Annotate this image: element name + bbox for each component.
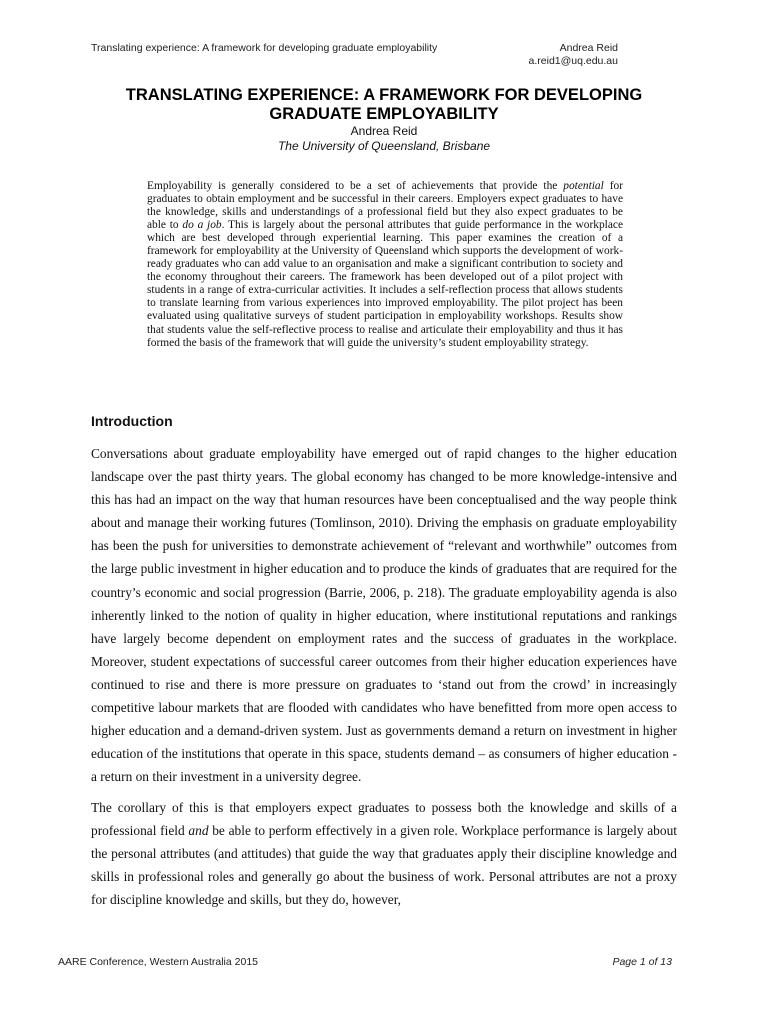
- header-email: a.reid1@uq.edu.au: [528, 55, 618, 67]
- header-author: Andrea Reid: [559, 42, 618, 54]
- paper-title-line-2: GRADUATE EMPLOYABILITY: [269, 105, 499, 123]
- paper-title-line-1: TRANSLATING EXPERIENCE: A FRAMEWORK FOR DEVELOPING: [125, 86, 643, 104]
- running-title: Translating experience: A framework for developing graduate employability: [91, 42, 438, 54]
- abstract-text-3: . This is largely about the personal attributes that guide performance in the workplace which are best developed through experiential learning. This paper examines the creation of a framework for employability at the University of Queensland which supports the development of work-ready graduates who can add value to an organisation and make a significant contribution to society and the economy throughout their careers. The framework has been developed out of a pilot project with students in a range of extra-curricular activities. It includes a self-reflection process that allows students to translate learning from various experiences into improved employability. The pilot project has been evaluated using qualitative surveys of student participation in employability workshops. Results show that students value the self-reflective process to realise and articulate their employability and thus it has formed the basis of the framework that will guide the university’s student employability strategy.: [147, 219, 623, 349]
- paper-title: [60, 86, 708, 124]
- abstract-text-2: for graduates to obtain employment and be successful in their careers. Employers expect graduates to have the knowledge, skills and understandings of a professional field but they also expect graduates to be able to: [147, 180, 624, 232]
- abstract-text-1: Employability is generally considered to be a set of achievements that provide the: [147, 180, 564, 192]
- footer-conference: AARE Conference, Western Australia 2015: [58, 956, 258, 968]
- paragraph-2-text-2: be able to perform effectively in a given role. Workplace performance is largely about the personal attributes (and attitudes) that guide the way that graduates apply their discipline knowledge and skills in professional roles and generally go about the business of work. Personal attributes are not a proxy for discipline knowledge and skills, but they do, however,: [91, 823, 677, 908]
- header-author-block: [508, 42, 618, 68]
- abstract-emphasis-do-a-job: do a job: [182, 219, 222, 232]
- introduction-paragraph-2: [91, 796, 677, 911]
- introduction-heading: Introduction: [91, 413, 173, 429]
- abstract-emphasis-potential: potential: [563, 180, 604, 192]
- introduction-paragraph-1: Conversations about graduate employability have emerged out of rapid changes to the higher education landscape over the past thirty years. The global economy has changed to be more knowledge-intensive and this has had an impact on the way that human resources have been conceptualised and the way people think about and manage their working futures (Tomlinson, 2010). Driving the emphasis on graduate employability has been the push for universities to demonstrate achievement of “relevant and worthwhile” outcomes from the large public investment in higher education and to produce the kinds of graduates that are required for the country’s economic and social progression (Barrie, 2006, p. 218). The graduate employability agenda is also inherently linked to the notion of quality in higher education, where institutional reputations and rankings have largely become dependent on employment rates and the success of graduates in the workplace. Moreover, student expectations of successful career outcomes from their higher education experiences have continued to rise and there is more pressure on graduates to ‘stand out from the crowd’ in increasingly competitive labour markets that are flooded with candidates who have benefitted from more open access to higher education and a demand-driven system. Just as governments demand a return on investment in higher education of the institutions that operate in this space, students demand – as consumers of higher education - a return on their investment in a university degree.: [91, 446, 677, 785]
- footer-page-number: Page 1 of 13: [612, 956, 672, 968]
- paper-author: Andrea Reid: [350, 124, 418, 138]
- paragraph-2-emphasis-and: and: [188, 823, 209, 839]
- paragraph-2-text-1: The corollary of this is that employers expect graduates to possess both the knowledge and skills of a professional field: [91, 800, 677, 839]
- paper-affiliation: The University of Queensland, Brisbane: [277, 139, 491, 153]
- abstract: [147, 180, 623, 350]
